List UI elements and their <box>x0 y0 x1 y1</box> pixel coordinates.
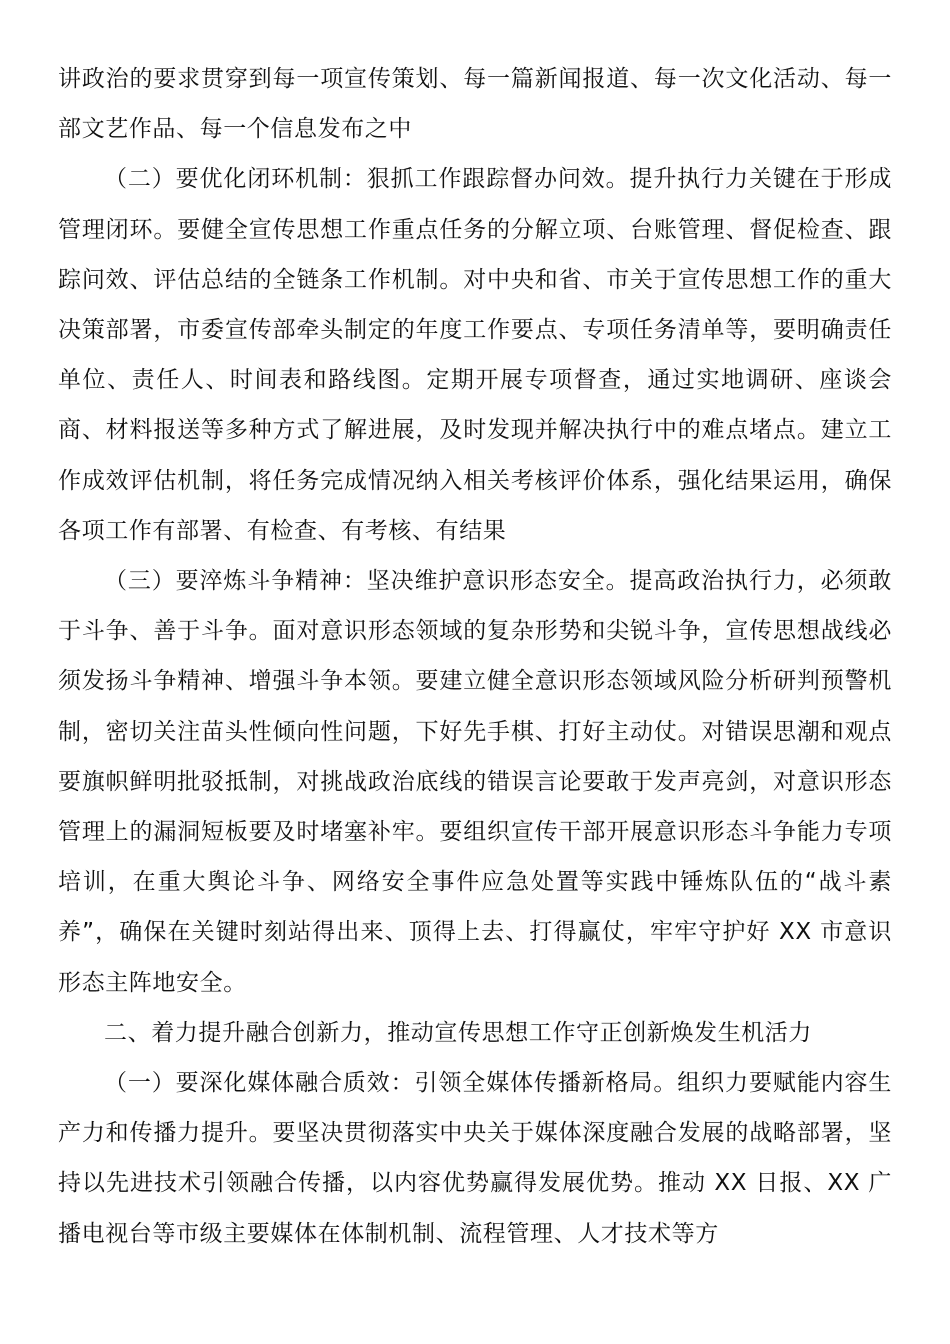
paragraph-2: （二）要优化闭环机制：狠抓工作跟踪督办问效。提升执行力关键在于形成管理闭环。要健全宣传思想工作重点任务的分解立项、台账管理、督促检查、跟踪问效、评估总结的全链条工作机制。对中央和省、市关于宣传思想工作的重大决策部署，市委宣传部牵头制定的年度工作要点、专项任务清单等，要明确责任单位、责任人、时间表和路线图。定期开展专项督查，通过实地调研、座谈会商、材料报送等多种方式了解进展，及时发现并解决执行中的难点堵点。建立工作成效评估机制，将任务完成情况纳入相关考核评价体系，强化结果运用，确保各项工作有部署、有检查、有考核、有结果 <box>58 166 892 544</box>
section-heading-2: 二、着力提升融合创新力，推动宣传思想工作守正创新焕发生机活力 <box>104 1019 812 1046</box>
paragraph-3: （三）要淬炼斗争精神：坚决维护意识形态安全。提高政治执行力，必须敢于斗争、善于斗争。面对意识形态领域的复杂形势和尖锐斗争，宣传思想战线必须发扬斗争精神、增强斗争本领。要建立健全意识形态领域风险分析研判预警机制，密切关注苗头性倾向性问题，下好先手棋、打好主动仗。对错误思潮和观点要旗帜鲜明批驳抵制，对挑战政治底线的错误言论要敢于发声亮剑，对意识形态管理上的漏洞短板要及时堵塞补牢。要组织宣传干部开展意识形态斗争能力专项培训，在重大舆论斗争、网络安全事件应急处置等实践中锤炼队伍的“战斗素养”，确保在关键时刻站得出来、顶得上去、打得赢仗，牢牢守护好 XX 市意识形态主阵地安全。 <box>58 568 892 996</box>
paragraph-4: （一）要深化媒体融合质效：引领全媒体传播新格局。组织力要赋能内容生产力和传播力提升。要坚决贯彻落实中央关于媒体深度融合发展的战略部署，坚持以先进技术引领融合传播，以内容优势赢得发展优势。推动 XX 日报、XX 广播电视台等市级主要媒体在体制机制、流程管理、人才技术等方 <box>58 1070 892 1247</box>
document-page <box>58 54 892 1259</box>
paragraph-1: 讲政治的要求贯穿到每一项宣传策划、每一篇新闻报道、每一次文化活动、每一部文艺作品、每一个信息发布之中 <box>58 66 892 143</box>
